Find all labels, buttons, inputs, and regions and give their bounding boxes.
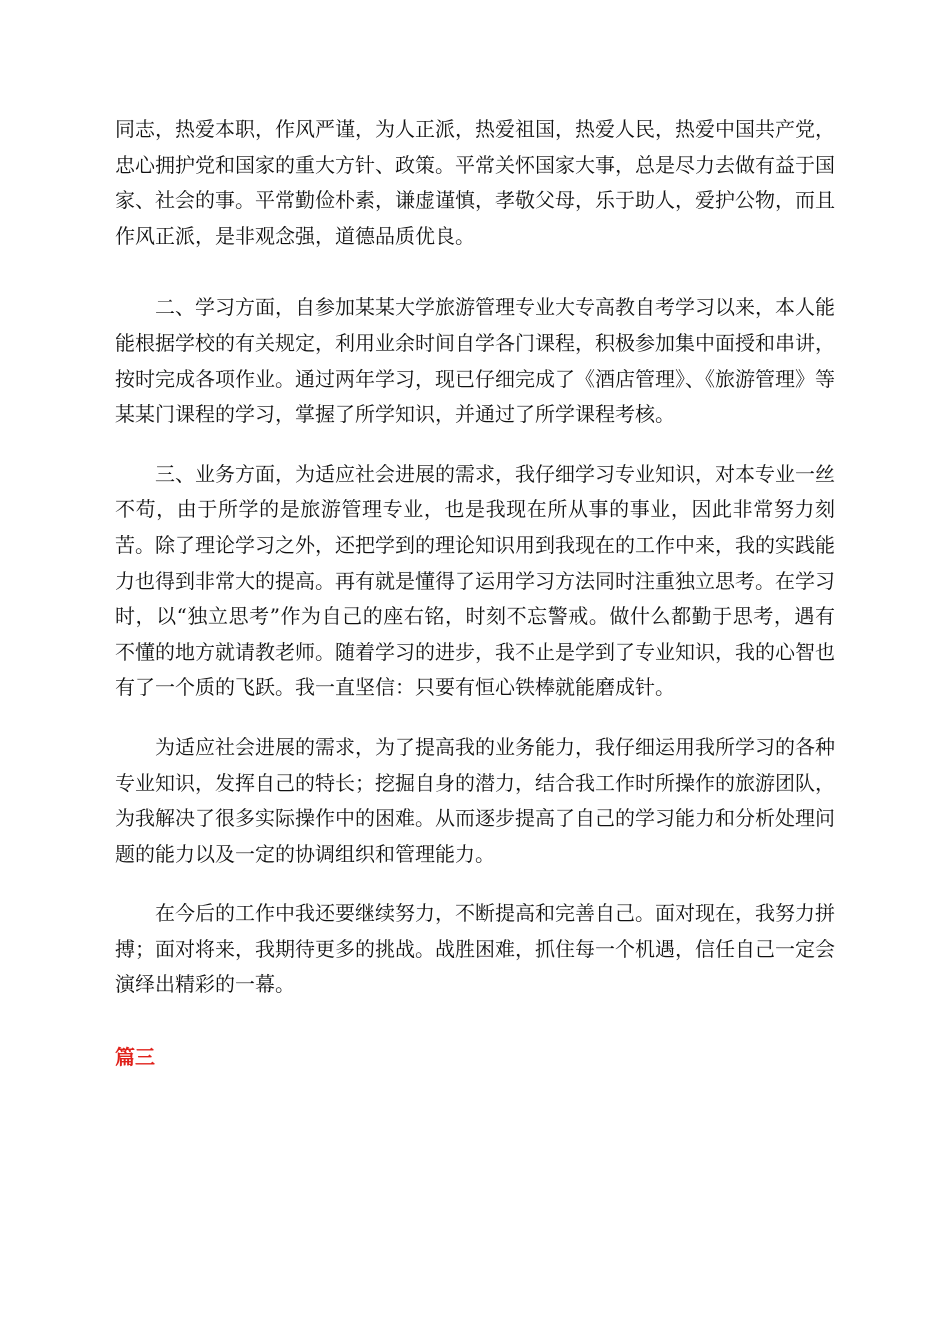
section-heading: 篇三 [115, 1045, 155, 1070]
paragraph-1: 同志，热爱本职，作风严谨，为人正派，热爱祖国，热爱人民，热爱中国共产党，忠心拥护党和国家的重大方针、政策。平常关怀国家大事，总是尽力去做有益于国家、社会的事。平常勤俭朴素，谦虚谨慎，孝敬父母，乐于助人，爱护公物，而且作风正派，是非观念强，道德品质优良。 [115, 117, 835, 248]
paragraph-business: 三、业务方面，为适应社会进展的需求，我仔细学习专业知识，对本专业一丝不苟，由于所学的是旅游管理专业，也是我现在所从事的事业，因此非常努力刻苦。除了理论学习之外，还把学到的理论知识用到我现在的工作中来，我的实践能力也得到非常大的提高。再有就是懂得了运用学习方法同时注重独立思考。在学习时，以“独立思考”作为自己的座右铭，时刻不忘警戒。做什么都勤于思考，遇有不懂的地方就请教老师。随着学习的进步，我不止是学到了专业知识，我的心智也有了一个质的飞跃。我一直坚信：只要有恒心铁棒就能磨成针。 [115, 461, 835, 700]
document-page [115, 112, 835, 1071]
paragraph-ability: 为适应社会进展的需求，为了提高我的业务能力，我仔细运用我所学习的各种专业知识，发挥自己的特长；挖掘自身的潜力，结合我工作时所操作的旅游团队，为我解决了很多实际操作中的困难。从而逐步提高了自己的学习能力和分析处理问题的能力以及一定的协调组织和管理能力。 [115, 734, 835, 866]
paragraph-study: 二、学习方面，自参加某某大学旅游管理专业大专高教自考学习以来，本人能能根据学校的有关规定，利用业余时间自学各门课程，积极参加集中面授和串讲，按时完成各项作业。通过两年学习，现已仔细完成了《酒店管理》、《旅游管理》等某某门课程的学习，掌握了所学知识，并通过了所学课程考核。 [115, 295, 835, 427]
paragraph-future: 在今后的工作中我还要继续努力，不断提高和完善自己。面对现在，我努力拼搏；面对将来，我期待更多的挑战。战胜困难，抓住每一个机遇，信任自己一定会演绎出精彩的一幕。 [115, 901, 835, 997]
